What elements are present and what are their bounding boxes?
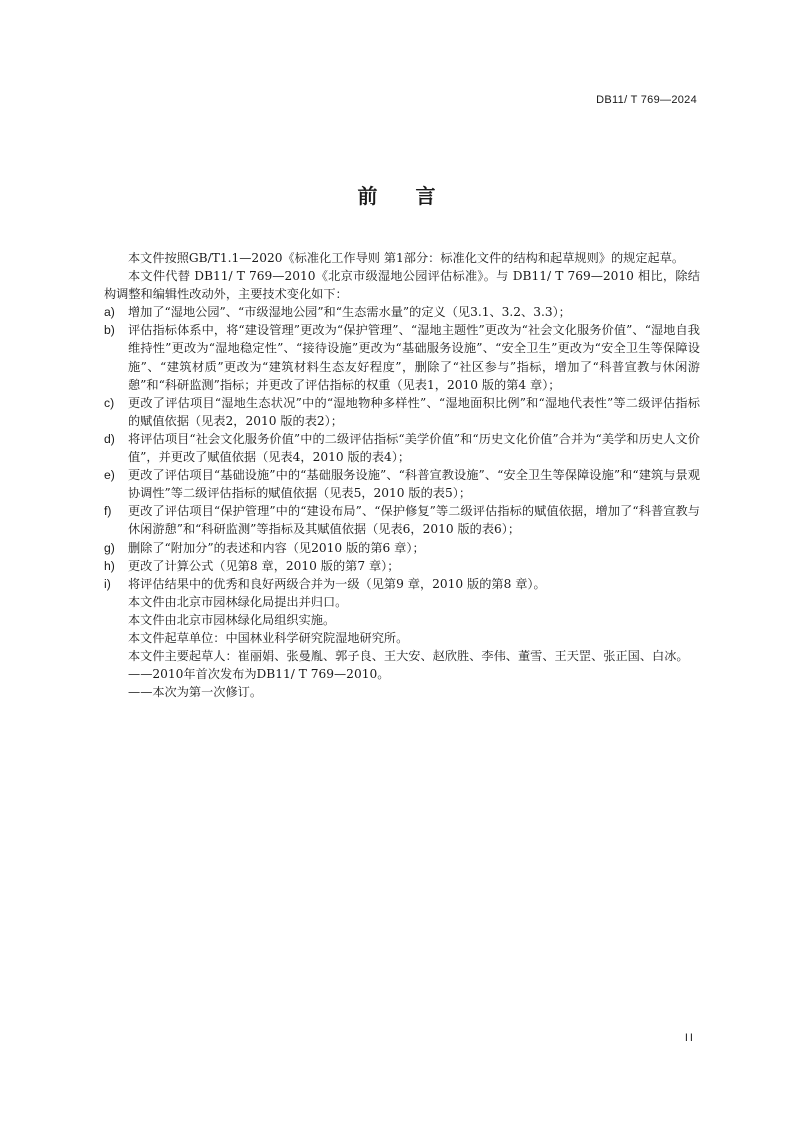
list-marker: c) xyxy=(104,395,115,410)
list-item-text: 删除了“附加分”的表述和内容（见2010 版的第6 章）； xyxy=(128,540,425,555)
list-item-text: 增加了“湿地公园”、“市级湿地公园”和“生态需水量”的定义（见3.1、3.2、3.3）； xyxy=(128,305,571,320)
paragraph-drafting-rules: 本文件按照GB/T1.1—2020《标准化工作导则 第1部分：标准化文件的结构和起草规则》的规定起草。 xyxy=(128,251,685,265)
list-item-text: 将评估项目“社会文化服务价值”中的二级评估指标“美学价值”和“历史文化价值”合并为“美学和历史人文价值”，并更改了赋值依据（见表4，2010 版的表4）； xyxy=(128,431,700,465)
list-marker: e) xyxy=(104,468,115,483)
paragraph-revision: ——本次为第一次修订。 xyxy=(128,685,263,700)
list-marker: g) xyxy=(104,540,115,555)
list-item xyxy=(104,575,700,593)
paragraph-first-release: ——2010年首次发布为DB11/ T 769—2010。 xyxy=(128,667,390,682)
paragraph-drafters: 本文件主要起草人：崔丽娟、张曼胤、郭子良、王大安、赵欣胜、李伟、董雪、王天罡、张正国、白冰。 xyxy=(128,649,689,664)
paragraph-implementer: 本文件由北京市园林绿化局组织实施。 xyxy=(128,612,336,627)
paragraph-replacement: 本文件代替 DB11/ T 769—2010《北京市级湿地公园评估标准》。与 DB11/ T 769—2010 相比，除结构调整和编辑性改动外，主要技术变化如下： xyxy=(104,269,700,302)
list-item xyxy=(104,394,700,430)
list-marker: i) xyxy=(104,576,111,591)
list-item-text: 将评估结果中的优秀和良好两级合并为一级（见第9 章，2010 版的第8 章）。 xyxy=(128,576,546,591)
list-item-text: 更改了计算公式（见第8 章，2010 版的第7 章）； xyxy=(128,558,400,573)
list-item xyxy=(104,466,700,502)
list-item-text: 更改了评估项目“基础设施”中的“基础服务设施”、“科普宣教设施”、“安全卫生等保障设施”和“建筑与景观协调性”等二级评估指标的赋值依据（见表5，2010 版的表5）； xyxy=(128,468,700,501)
list-marker: a) xyxy=(104,305,115,320)
list-marker: h) xyxy=(104,558,115,573)
page-title: 前言 xyxy=(357,184,474,208)
list-item xyxy=(104,303,700,321)
standard-code: DB11/ T 769—2024 xyxy=(596,94,697,106)
list-item xyxy=(104,321,700,393)
foreword-body xyxy=(104,249,700,701)
list-item xyxy=(104,539,700,557)
list-item-text: 更改了评估项目“保护管理”中的“建设布局”、“保护修复”等二级评估指标的赋值依据，增加了“科普宣教与休闲游憩”和“科研监测”等指标及其赋值依据（见表6，2010 版的表6）； xyxy=(128,504,700,537)
list-marker: f) xyxy=(104,504,112,519)
list-item xyxy=(104,430,700,466)
list-item xyxy=(104,502,700,538)
page-number: II xyxy=(684,1032,695,1044)
paragraph-proposer: 本文件由北京市园林绿化局提出并归口。 xyxy=(128,594,348,609)
list-marker: b) xyxy=(104,323,115,338)
list-marker: d) xyxy=(104,431,115,446)
list-item-text: 更改了评估项目“湿地生态状况”中的“湿地物种多样性”、“湿地面积比例”和“湿地代表性”等二级评估指标的赋值依据（见表2，2010 版的表2）； xyxy=(128,395,700,428)
list-item-text: 评估指标体系中，将“建设管理”更改为“保护管理”、“湿地主题性”更改为“社会文化服务价值”、“湿地自我维持性”更改为“湿地稳定性”、“接待设施”更改为“基础服务设施”、“安全卫生”更改为“安全卫生等保障设施”、“建筑材质”更改为“建筑材料生态友好程度”，删除了“社区参与”指标，增加了“科普宣教与休闲游憩”和“科研监测”指标；并更改了评估指标的权重（见表1，2010 版的第4 章）； xyxy=(128,323,700,392)
list-item xyxy=(104,557,700,575)
paragraph-drafting-unit: 本文件起草单位：中国林业科学研究院湿地研究所。 xyxy=(128,630,409,645)
